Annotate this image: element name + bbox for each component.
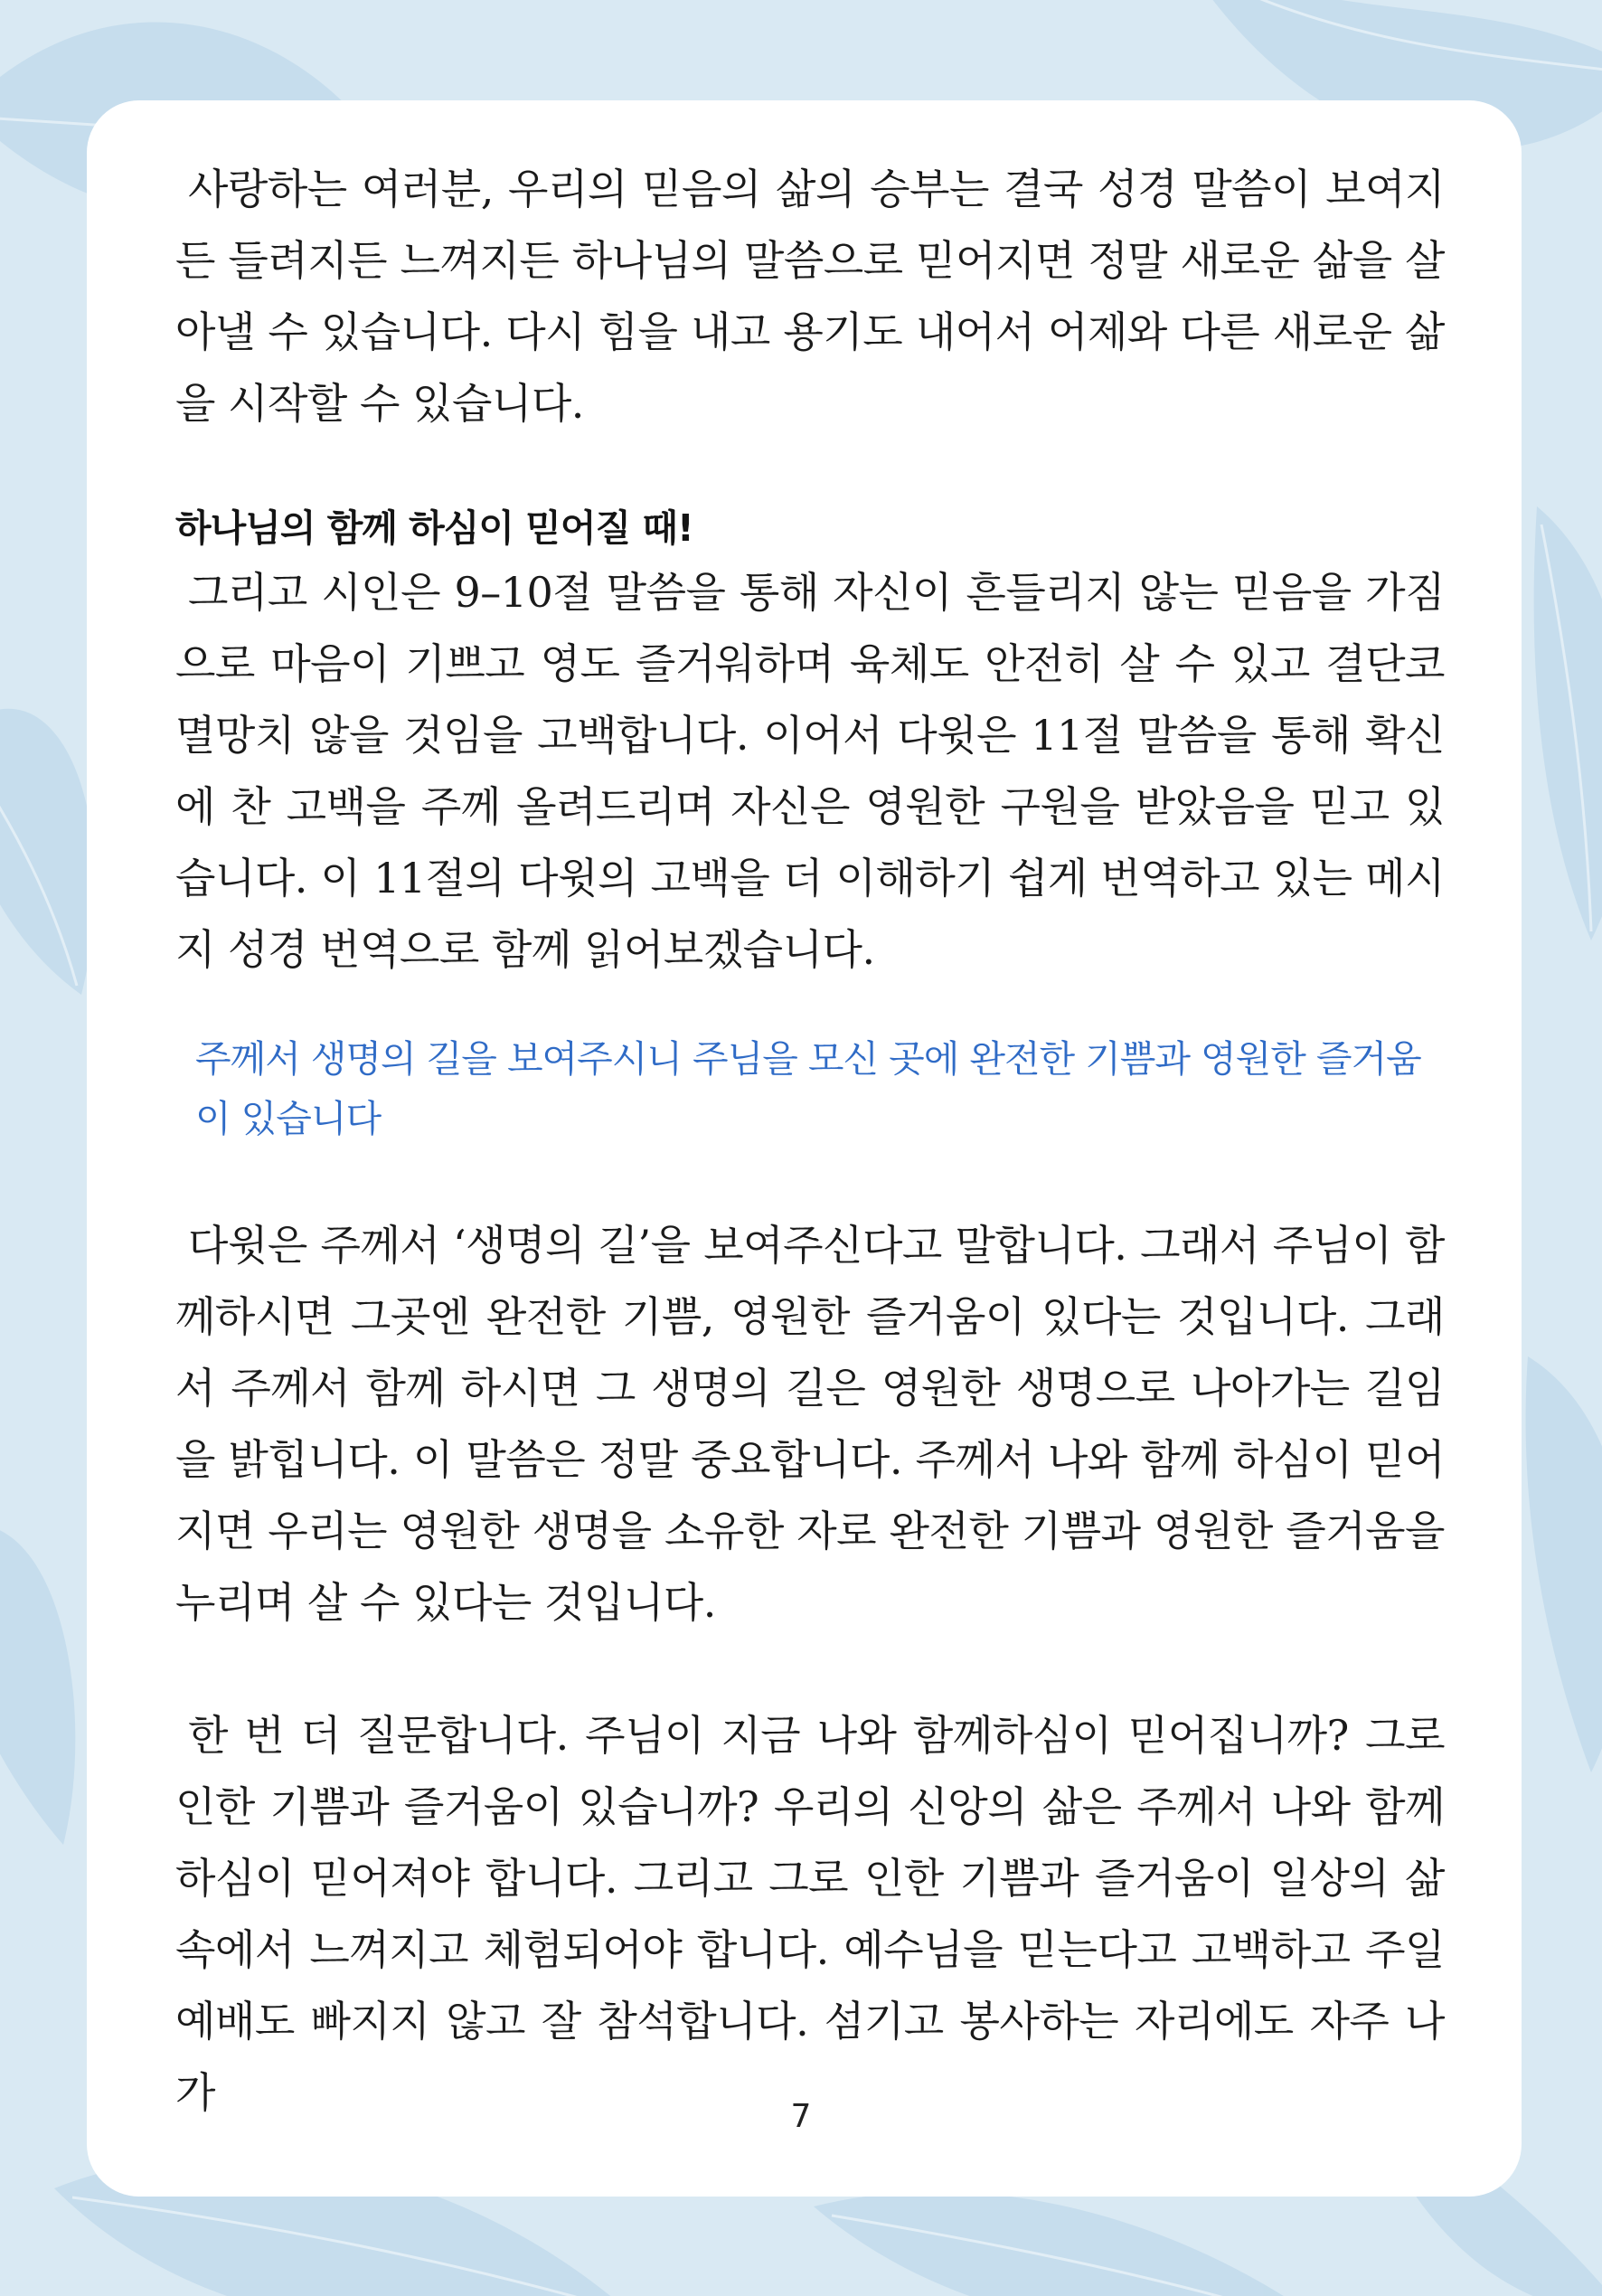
paragraph-3: 다윗은 주께서 ‘생명의 길’을 보여주신다고 말합니다. 그래서 주님이 함께하시면 그곳엔 완전한 기쁨, 영원한 즐거움이 있다는 것입니다. 그래서 주께서 함께 하시면 그 생명의 길은 영원한 생명으로 나아가는 길임을 밝힙니다. 이 말씀은 정말 중요합니다. 주께서 나와 함께 하심이 믿어지면 우리는 영원한 생명을 소유한 자로 완전한 기쁨과 영원한 즐거움을 누리며 살 수 있다는 것입니다.	[175, 1221, 1445, 1627]
paragraph-4: 한 번 더 질문합니다. 주님이 지금 나와 함께하심이 믿어집니까? 그로 인한 기쁨과 즐거움이 있습니까? 우리의 신앙의 삶은 주께서 나와 함께 하심이 믿어져야 합니다. 그리고 그로 인한 기쁨과 즐거움이 일상의 삶 속에서 느껴지고 체험되어야 합니다. 예수님을 믿는다고 고백하고 주일 예배도 빠지지 않고 잘 참석합니다. 섬기고 봉사하는 자리에도 자주 나가	[175, 1711, 1445, 2117]
page-number: 7	[790, 2098, 812, 2135]
scripture-quote: 주께서 생명의 길을 보여주시니 주님을 모신 곳에 완전한 기쁨과 영원한 즐거움이 있습니다	[195, 1037, 1421, 1140]
paragraph-1: 사랑하는 여러분, 우리의 믿음의 삶의 승부는 결국 성경 말씀이 보여지든 들려지든 느껴지든 하나님의 말씀으로 믿어지면 정말 새로운 삶을 살아낼 수 있습니다. 다시 힘을 내고 용기도 내어서 어제와 다른 새로운 삶을 시작할 수 있습니다.	[175, 165, 1445, 428]
page-content	[175, 154, 1445, 2129]
paragraph-2: 그리고 시인은 9–10절 말씀을 통해 자신이 흔들리지 않는 믿음을 가짐으로 마음이 기쁘고 영도 즐거워하며 육체도 안전히 살 수 있고 결단코 멸망치 않을 것임을 고백합니다. 이어서 다윗은 11절 말씀을 통해 확신에 찬 고백을 주께 올려드리며 자신은 영원한 구원을 받았음을 믿고 있습니다. 이 11절의 다윗의 고백을 더 이해하기 쉽게 번역하고 있는 메시지 성경 번역으로 함께 읽어보겠습니다.	[175, 568, 1445, 974]
section-heading: 하나님의 함께 하심이 믿어질 때!	[175, 506, 693, 550]
